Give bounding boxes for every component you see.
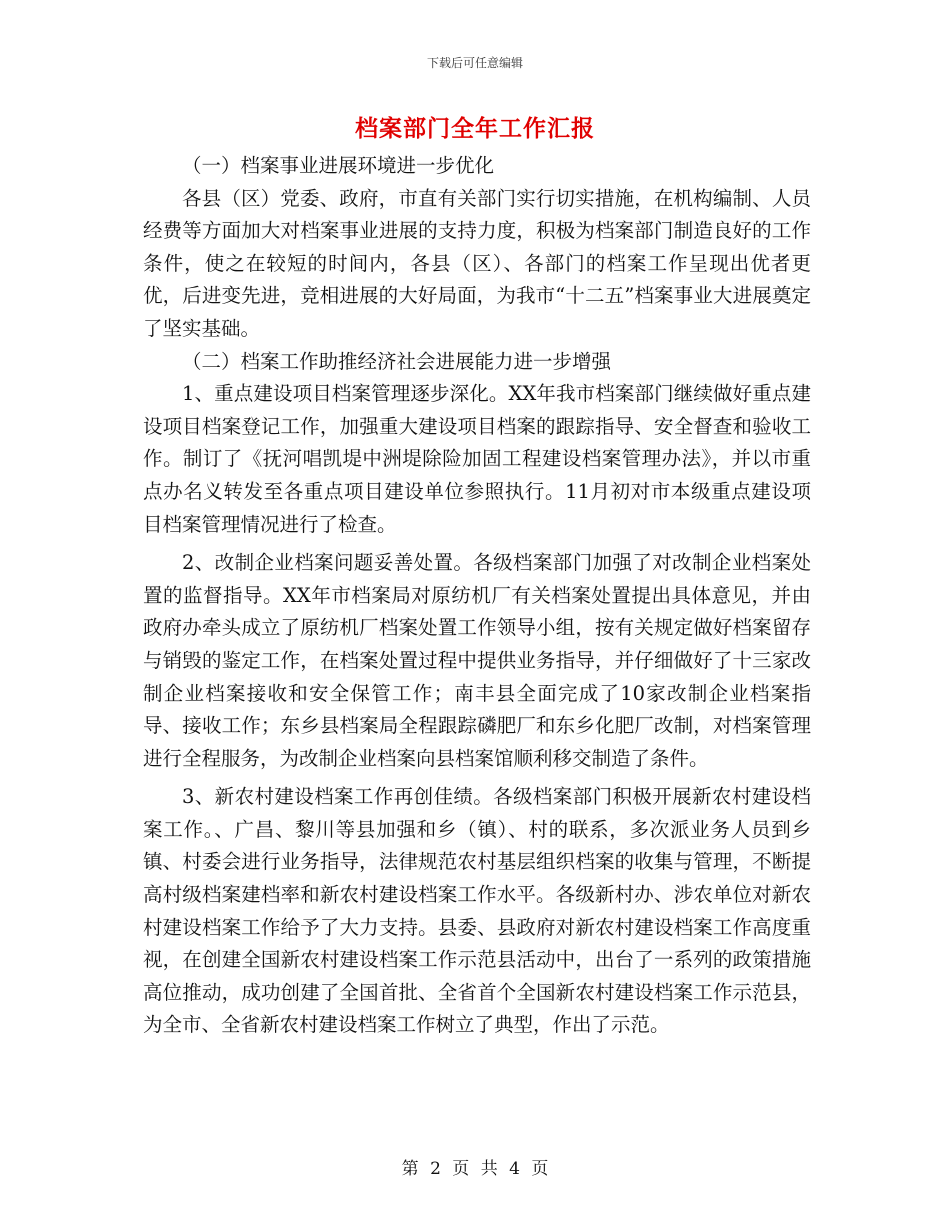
page-number: 第 2 页 共 4 页 (401, 1159, 549, 1179)
section-heading-1: （一）档案事业进展环境进一步优化 (182, 154, 495, 177)
page-header-note: 下载后可任意编辑 (426, 56, 523, 70)
document-title: 档案部门全年工作汇报 (355, 115, 595, 142)
section-heading-2: （二）档案工作助推经济社会进展能力进一步增强 (182, 349, 612, 373)
document-body (143, 150, 811, 1042)
paragraph: 3、新农村建设档案工作再创佳绩。各级档案部门积极开展新农村建设档案工作。、广昌、黎川等县加强和乡（镇）、村的联系，多次派业务人员到乡镇、村委会进行业务指导，法律规范农村基层组织档案的收集与管理，不断提高村级档案建档率和新农村建设档案工作水平。各级新村办、涉农单位对新农村建设档案工作给予了大力支持。县委、县政府对新农村建设档案工作高度重视，在创建全国新农村建设档案工作示范县活动中，出台了一系列的政策措施高位推动，成功创建了全国首批、全省首个全国新农村建设档案工作示范县，为全市、全省新农村建设档案工作树立了典型，作出了示范。 (143, 785, 811, 1037)
paragraph: 1、重点建设项目档案管理逐步深化。XX年我市档案部门继续做好重点建设项目档案登记工作，加强重大建设项目档案的跟踪指导、安全督查和验收工作。制订了《抚河唱凯堤中洲堤除险加固工程建设档案管理办法》，并以市重点办名义转发至各重点项目建设单位参照执行。11月初对市本级重点建设项目档案管理情况进行了检查。 (143, 382, 811, 536)
paragraph: 各县（区）党委、政府，市直有关部门实行切实措施，在机构编制、人员经费等方面加大对档案事业进展的支持力度，积极为档案部门制造良好的工作条件，使之在较短的时间内，各县（区）、各部门的档案工作呈现出优者更优，后进变先进，竞相进展的大好局面，为我市“十二五”档案事业大进展奠定了坚实基础。 (143, 186, 811, 340)
paragraph: 2、改制企业档案问题妥善处置。各级档案部门加强了对改制企业档案处置的监督指导。XX年市档案局对原纺机厂有关档案处置提出具体意见，并由政府办牵头成立了原纺机厂档案处置工作领导小组，按有关规定做好档案留存与销毁的鉴定工作，在档案处置过程中提供业务指导，并仔细做好了十三家改制企业档案接收和安全保管工作；南丰县全面完成了10家改制企业档案指导、接收工作；东乡县档案局全程跟踪磷肥厂和东乡化肥厂改制，对档案管理进行全程服务，为改制企业档案向县档案馆顺利移交制造了条件。 (143, 551, 811, 770)
